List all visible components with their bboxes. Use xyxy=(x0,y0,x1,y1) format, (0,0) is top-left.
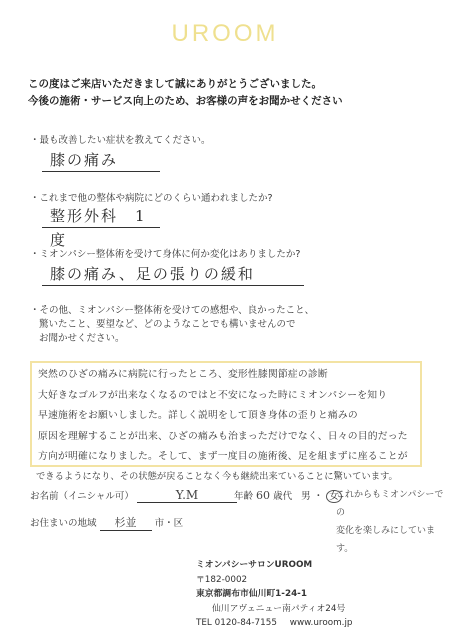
area-value: 杉並 xyxy=(100,514,152,531)
gender-separator: ・ xyxy=(313,491,324,502)
question-1: ・最も改善したい症状を教えてください。 xyxy=(30,135,211,146)
postal-code: 〒182-0002 xyxy=(196,574,248,585)
side-note-line-2: 変化を楽しみにしています。 xyxy=(336,526,436,554)
name-label: お名前（イニシャル可） xyxy=(30,491,134,502)
intro-text xyxy=(28,76,343,110)
age-value: 60 xyxy=(256,489,271,502)
area-suffix: 市・区 xyxy=(154,518,184,529)
uroom-logo: UROOM xyxy=(171,20,279,47)
age-row xyxy=(234,488,342,503)
website-link[interactable]: www.uroom.jp xyxy=(289,618,353,628)
comment-line: 大好きなゴルフが出来なくなるのではと不安になった時にミオンパシーを知り xyxy=(38,389,388,401)
question-4-line-3: お聞かせください。 xyxy=(39,333,125,344)
gender-male: 男 xyxy=(301,491,311,502)
answer-3: 膝の痛み、足の張りの緩和 xyxy=(42,262,304,286)
question-4-line-2: 驚いたこと、要望など、どのようなことでも構いませんので xyxy=(39,319,296,330)
comment-line: 方向が明確になりました。そして、まず一度目の施術後、足を組まずに座ることが xyxy=(38,451,408,462)
comment-line: できるようになり、その状態が戻ることなく今も継続出来ていることに驚いています。 xyxy=(36,471,398,482)
comment-box xyxy=(30,361,422,467)
comment-line: 早速施術をお願いしました。詳しく説明をして頂き身体の歪りと痛みの xyxy=(38,410,358,421)
question-2: ・これまで他の整体や病院にどのくらい通われましたか? xyxy=(30,193,273,204)
comment-line: 原因を理解することが出来、ひざの痛みも治まっただけでなく、日々の目的だった xyxy=(38,430,408,442)
answer-1: 膝の痛み xyxy=(42,148,160,172)
salon-address-block xyxy=(196,558,352,631)
name-row xyxy=(30,488,237,503)
phone-number: TEL 0120-84-7155 xyxy=(196,618,277,628)
side-note-line-1: これからもミオンパシーでの xyxy=(336,490,444,518)
comment-line: 突然のひざの痛みに病院に行ったところ、変形性膝関節症の診断 xyxy=(38,369,328,380)
age-label: 年齢 xyxy=(234,491,254,502)
street-address-2: 仙川アヴェニュー南パティオ24号 xyxy=(212,603,346,614)
handwritten-side-note xyxy=(336,486,450,558)
name-value: Y.M xyxy=(137,488,237,503)
street-address-1: 東京都調布市仙川町1-24-1 xyxy=(196,589,307,599)
answer-2: 整形外科 1度 xyxy=(42,204,160,228)
comment-lines xyxy=(38,365,414,468)
area-label: お住まいの地域 xyxy=(30,518,97,529)
gender-female-selected: 女 xyxy=(326,490,342,503)
intro-line-1: この度はご来店いただきまして誠にありがとうございました。 xyxy=(28,78,322,90)
question-4 xyxy=(30,304,314,346)
question-4-line-1: ・その他、ミオンパシー整体術を受けての感想や、良かったこと、 xyxy=(30,305,315,316)
contact-line xyxy=(196,616,352,631)
intro-line-2: 今後の施術・サービス向上のため、お客様の声をお聞かせください xyxy=(28,95,343,107)
area-row xyxy=(30,514,183,531)
salon-name: ミオンパシーサロンUROOM xyxy=(196,560,313,570)
question-3: ・ミオンパシー整体術を受けて身体に何か変化はありましたか? xyxy=(30,249,301,260)
age-suffix: 歳代 xyxy=(273,491,293,502)
